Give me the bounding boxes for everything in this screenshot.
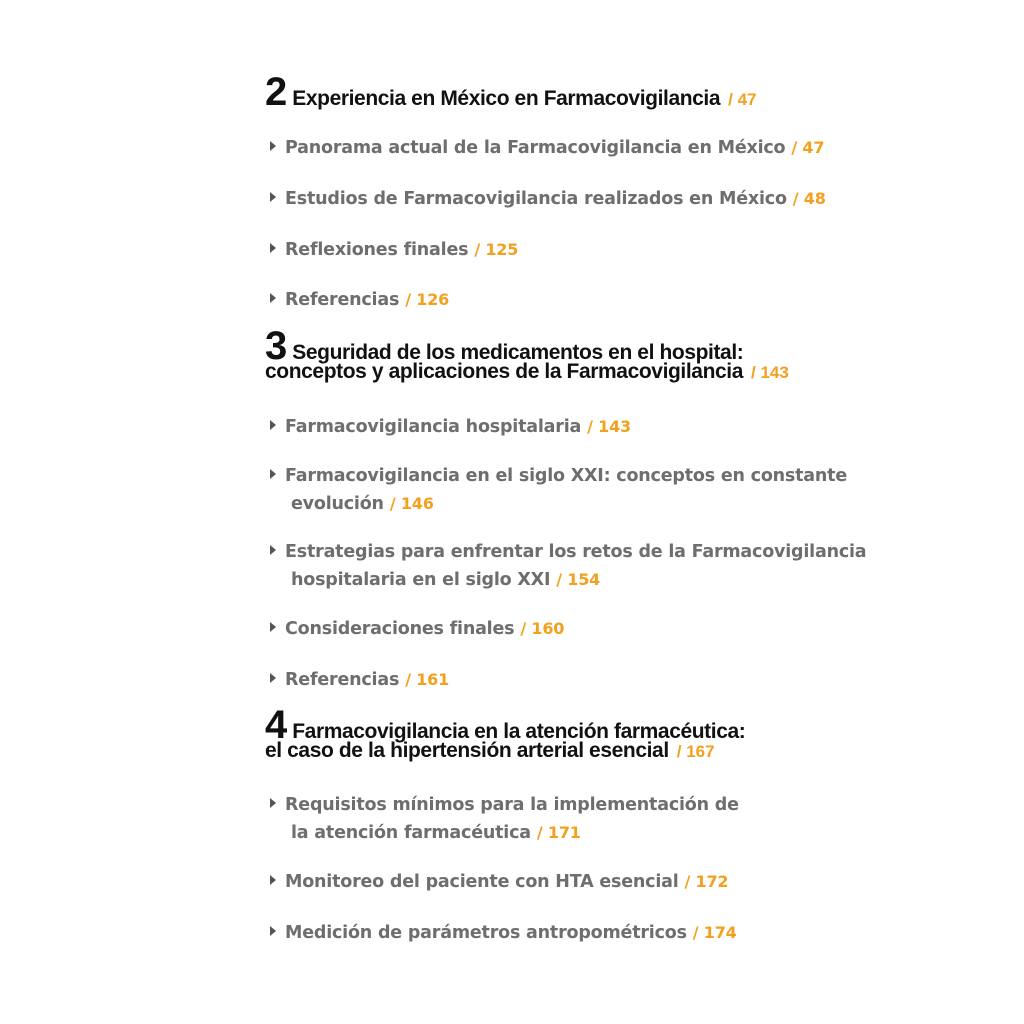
triangle-right-icon	[270, 926, 276, 936]
chapter-number: 3	[265, 324, 287, 368]
toc-entry[interactable]	[270, 463, 847, 517]
chapter-title-line	[265, 737, 745, 765]
entry-title: Estudios de Farmacovigilancia realizados en México	[285, 189, 787, 209]
entry-page-number: / 48	[792, 189, 826, 208]
entry-page-number: / 174	[692, 923, 737, 942]
entry-page-number: / 172	[684, 872, 729, 891]
triangle-right-icon	[270, 622, 276, 632]
chapter-title: Farmacovigilancia en la atención farmacéutica:	[292, 720, 746, 743]
entry-page-number: / 160	[520, 619, 565, 638]
triangle-right-icon	[270, 545, 276, 555]
chapter-title-line	[265, 324, 789, 368]
entry-page-number: / 125	[474, 240, 519, 259]
toc-entry[interactable]	[270, 919, 737, 946]
entry-title: Farmacovigilancia en el siglo XXI: conceptos en constante	[285, 466, 847, 486]
entry-page-number: / 126	[405, 290, 450, 309]
entry-title: Referencias	[285, 670, 400, 690]
entry-page-number: / 154	[556, 570, 601, 589]
chapter-title: Experiencia en México en Farmacovigilancia	[292, 87, 721, 110]
entry-title: Referencias	[285, 290, 400, 310]
entry-title-continued: evolución	[291, 494, 384, 514]
triangle-right-icon	[270, 243, 276, 253]
entry-page-number: / 146	[389, 494, 434, 513]
chapter-2-heading[interactable]	[265, 70, 757, 114]
entry-title: Requisitos mínimos para la implementación de	[285, 795, 739, 815]
chapter-page-number: / 47	[728, 90, 757, 109]
toc-entry[interactable]	[270, 286, 449, 313]
chapter-title-line	[265, 703, 746, 747]
toc-entry[interactable]	[270, 666, 449, 693]
chapter-4-heading[interactable]	[265, 705, 745, 765]
triangle-right-icon	[270, 293, 276, 303]
chapter-title: Seguridad de los medicamentos en el hospital:	[292, 341, 744, 364]
chapter-page-number: / 143	[751, 363, 789, 382]
entry-title: Estrategias para enfrentar los retos de la Farmacovigilancia	[285, 542, 867, 562]
entry-page-number: / 143	[587, 417, 631, 436]
entry-title: Medición de parámetros antropométricos	[285, 923, 687, 943]
chapter-title: el caso de la hipertensión arterial esencial	[265, 739, 669, 762]
chapter-number: 2	[265, 70, 287, 114]
entry-page-number: / 161	[405, 670, 450, 689]
entry-title: Panorama actual de la Farmacovigilancia en México	[285, 138, 786, 158]
triangle-right-icon	[270, 420, 276, 430]
chapter-title-line	[265, 358, 789, 386]
chapter-title-line	[265, 70, 757, 114]
entry-title-continued: la atención farmacéutica	[291, 823, 531, 843]
toc-entry[interactable]	[270, 792, 739, 846]
toc-entry[interactable]	[270, 134, 824, 161]
entry-title: Reflexiones finales	[285, 240, 469, 260]
entry-title-continued: hospitalaria en el siglo XXI	[291, 570, 551, 590]
toc-entry[interactable]	[270, 236, 518, 263]
toc-entry[interactable]	[270, 413, 631, 440]
triangle-right-icon	[270, 798, 276, 808]
entry-page-number: / 171	[536, 823, 581, 842]
entry-title: Monitoreo del paciente con HTA esencial	[285, 872, 679, 892]
triangle-right-icon	[270, 469, 276, 479]
chapter-page-number: / 167	[676, 742, 715, 761]
toc-entry[interactable]	[270, 539, 866, 593]
entry-page-number: / 47	[791, 138, 825, 157]
entry-title: Consideraciones finales	[285, 619, 515, 639]
chapter-number: 4	[265, 703, 287, 747]
toc-entry[interactable]	[270, 185, 826, 212]
triangle-right-icon	[270, 875, 276, 885]
entry-title: Farmacovigilancia hospitalaria	[285, 417, 582, 437]
chapter-3-heading[interactable]	[265, 326, 789, 386]
toc-entry[interactable]	[270, 615, 564, 642]
triangle-right-icon	[270, 192, 276, 202]
toc-entry[interactable]	[270, 868, 728, 895]
triangle-right-icon	[270, 141, 276, 151]
chapter-title: conceptos y aplicaciones de la Farmacovigilancia	[265, 360, 744, 383]
triangle-right-icon	[270, 673, 276, 683]
